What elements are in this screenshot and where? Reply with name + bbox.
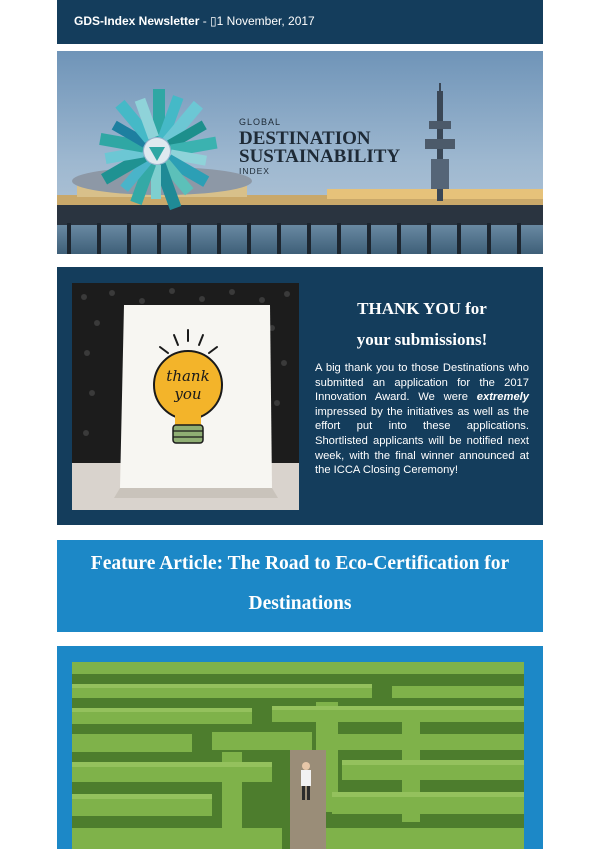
feature-article-title[interactable]: Feature Article: The Road to Eco-Certification for Destinations xyxy=(57,540,543,632)
header-separator: - xyxy=(199,14,211,28)
thank-you-heading xyxy=(315,293,529,355)
feature-image-frame xyxy=(57,646,543,849)
body-text-part1: A big thank you to those Destinations who submitted an application for the 2017 Innovation Award. We were xyxy=(315,362,529,404)
logo-text-destination: DESTINATION xyxy=(239,128,371,149)
hero-image xyxy=(57,51,543,254)
newsletter-header-bar xyxy=(57,0,543,44)
thank-you-card-image xyxy=(72,283,299,510)
body-emphasis: extremely xyxy=(476,391,529,404)
hedge-maze-image[interactable] xyxy=(72,662,524,849)
thank-you-section xyxy=(57,267,543,525)
logo-text-index: INDEX xyxy=(239,166,270,176)
body-text-part2: impressed by the initiatives as well as the effort put into these applications. Shortlisted applicants will be notified next week, with the final winner announced at the ICCA Closing Ceremony! xyxy=(315,405,529,477)
missing-glyph-icon: ▯ xyxy=(210,14,217,28)
logo-text-global: GLOBAL xyxy=(239,117,282,127)
logo-text-sustainability: SUSTAINABILITY xyxy=(239,146,401,167)
card-text-you: you xyxy=(174,385,202,403)
heading-line-2: your submissions! xyxy=(356,330,488,349)
thank-you-body xyxy=(315,361,529,478)
hero-banner xyxy=(57,51,543,254)
card-text-thank: thank xyxy=(166,367,210,385)
newsletter-name: GDS-Index Newsletter xyxy=(74,14,200,28)
newsletter-date: 1 November, 2017 xyxy=(216,14,315,28)
heading-line-1: THANK YOU for xyxy=(357,299,487,318)
